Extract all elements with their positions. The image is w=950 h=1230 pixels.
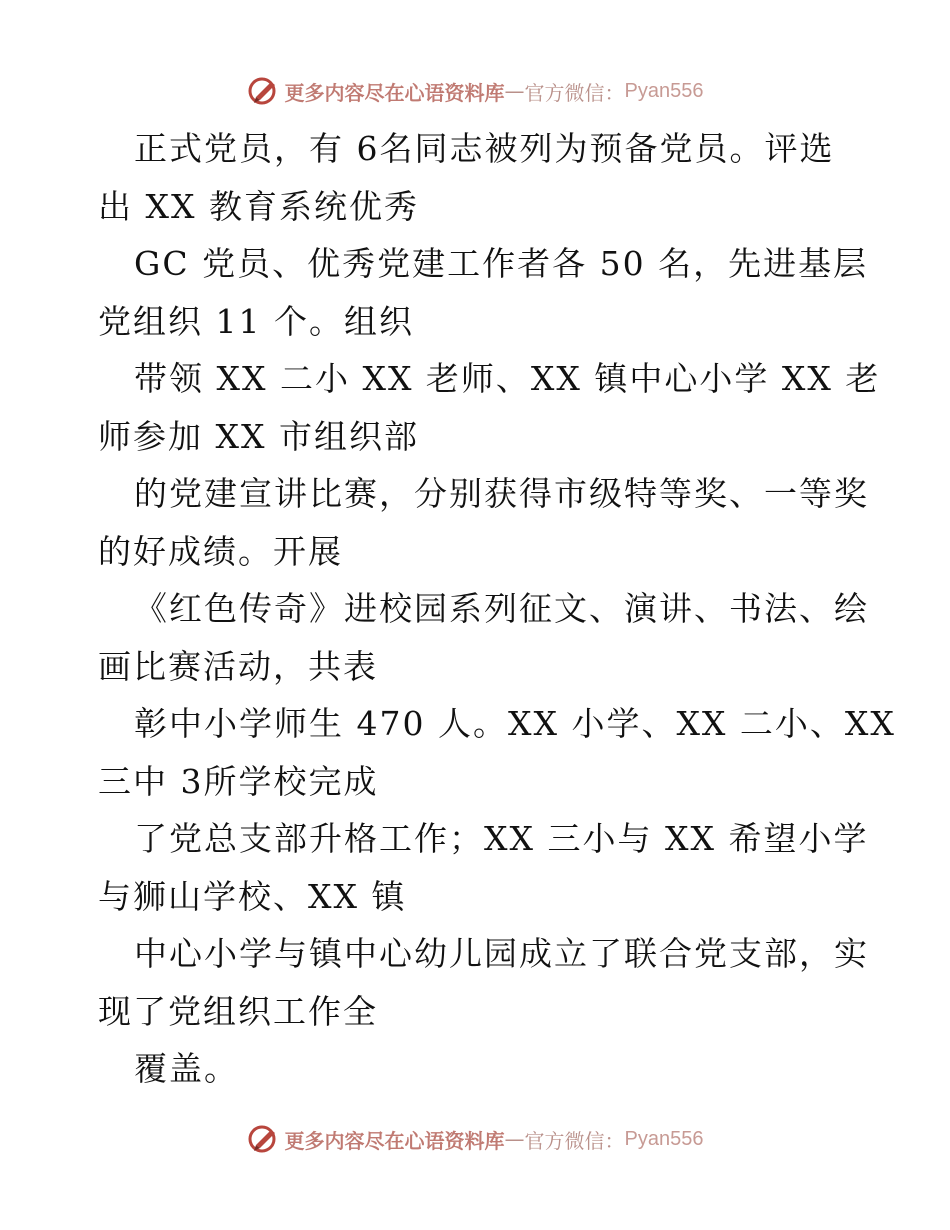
- paragraph-line: 三中 3所学校完成: [98, 761, 379, 801]
- paragraph-3: [98, 350, 881, 465]
- paragraph-line: 师参加 XX 市组织部: [98, 416, 419, 456]
- paragraph-line: GC 党员、优秀党建工作者各 50 名，先进基层: [134, 244, 869, 283]
- paragraph-line: 的好成绩。开展: [98, 531, 343, 571]
- paragraph-line: 与狮山学校、XX 镇: [98, 876, 407, 916]
- header-watermark: [0, 76, 950, 106]
- paragraph-5: [98, 580, 869, 695]
- pen-circle-icon: [247, 76, 281, 106]
- paragraph-7: [98, 810, 869, 925]
- paragraph-line: 带领 XX 二小 XX 老师、XX 镇中心小学 XX 老: [134, 359, 881, 398]
- paragraph-6: [98, 695, 896, 810]
- watermark-wechat-id: Pyan556: [624, 79, 704, 102]
- watermark-brand: 更多内容尽在心语资料库: [284, 80, 505, 105]
- paragraph-line: 中心小学与镇中心幼儿园成立了联合党支部，实: [134, 934, 869, 973]
- watermark-contact: 官方微信：: [524, 1128, 625, 1153]
- watermark-separator: —: [504, 79, 525, 103]
- paragraph-2: [98, 235, 869, 350]
- watermark-contact: 官方微信：: [524, 80, 625, 105]
- paragraph-4: [98, 465, 869, 580]
- footer-watermark: [0, 1124, 950, 1154]
- document-body: [98, 120, 896, 1098]
- paragraph-line: 画比赛活动，共表: [98, 646, 378, 686]
- paragraph-line: 正式党员，有 6名同志被列为预备党员。评选: [134, 129, 835, 168]
- paragraph-line: 彰中小学师生 470 人。XX 小学、XX 二小、XX: [134, 704, 896, 743]
- paragraph-line: 出 XX 教育系统优秀: [98, 186, 419, 226]
- watermark-wechat-id: Pyan556: [624, 1127, 704, 1150]
- paragraph-line: 《红色传奇》进校园系列征文、演讲、书法、绘: [134, 589, 869, 628]
- paragraph-9: [98, 1040, 858, 1098]
- paragraph-8: [98, 925, 869, 1040]
- paragraph-1: [98, 120, 858, 235]
- watermark-brand: 更多内容尽在心语资料库: [284, 1128, 505, 1153]
- paragraph-line: 覆盖。: [134, 1049, 239, 1088]
- watermark-separator: —: [504, 1127, 525, 1151]
- paragraph-line: 党组织 11 个。组织: [98, 301, 414, 341]
- paragraph-line: 现了党组织工作全: [98, 991, 378, 1031]
- pen-circle-icon: [247, 1124, 281, 1154]
- paragraph-line: 的党建宣讲比赛，分别获得市级特等奖、一等奖: [134, 474, 869, 513]
- paragraph-line: 了党总支部升格工作；XX 三小与 XX 希望小学: [134, 819, 869, 858]
